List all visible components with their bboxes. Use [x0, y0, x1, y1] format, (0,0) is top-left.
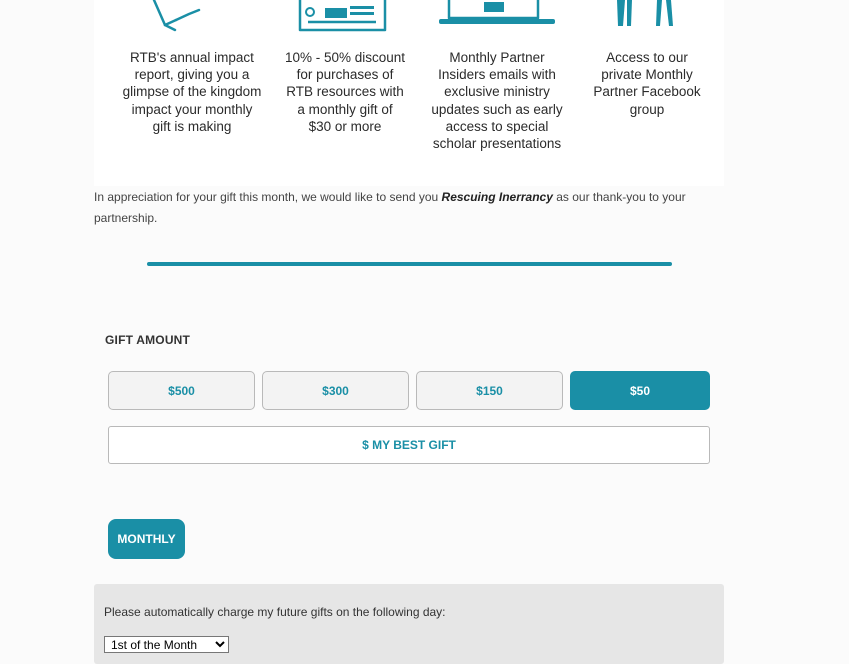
benefit-text: RTB's annual impact report, giving you a glimpse of the kingdom impact your monthly gift is making	[122, 50, 262, 134]
monthly-frequency-button[interactable]: MONTHLY	[108, 519, 185, 559]
thank-you-text-end: as our thank-you to your partnership.	[94, 190, 686, 225]
report-hand-icon	[117, 0, 267, 40]
amount-50-button[interactable]: $50	[570, 371, 710, 410]
thank-you-message	[94, 187, 724, 229]
gift-book-title: Rescuing Inerrancy	[441, 190, 553, 204]
people-group-icon	[572, 0, 722, 40]
amount-300-button[interactable]: $300	[262, 371, 409, 410]
benefits-panel	[94, 0, 724, 186]
charge-day-label: Please automatically charge my future gifts on the following day:	[104, 605, 446, 619]
benefit-discount	[270, 0, 420, 186]
benefit-impact-report	[117, 0, 267, 186]
amount-500-button[interactable]: $500	[108, 371, 255, 410]
benefit-text: Access to our private Monthly Partner Facebook group	[593, 50, 701, 117]
charge-day-panel	[94, 584, 724, 664]
thank-you-text: In appreciation for your gift this month, we would like to send you	[94, 190, 442, 204]
benefit-text: 10% - 50% discount for purchases of RTB resources with a monthly gift of $30 or more	[284, 50, 406, 134]
my-best-gift-input[interactable]: $ MY BEST GIFT	[108, 426, 710, 464]
section-divider	[147, 262, 672, 266]
benefit-text: Monthly Partner Insiders emails with exclusive ministry updates such as early access to special scholar presentations	[431, 50, 563, 152]
amount-150-button[interactable]: $150	[416, 371, 563, 410]
benefit-insider-emails	[422, 0, 572, 186]
benefit-facebook-group	[572, 0, 722, 186]
laptop-icon	[422, 0, 572, 40]
gift-amount-heading: GIFT AMOUNT	[105, 333, 191, 347]
charge-day-select[interactable]	[104, 636, 229, 653]
discount-card-icon	[270, 0, 420, 40]
